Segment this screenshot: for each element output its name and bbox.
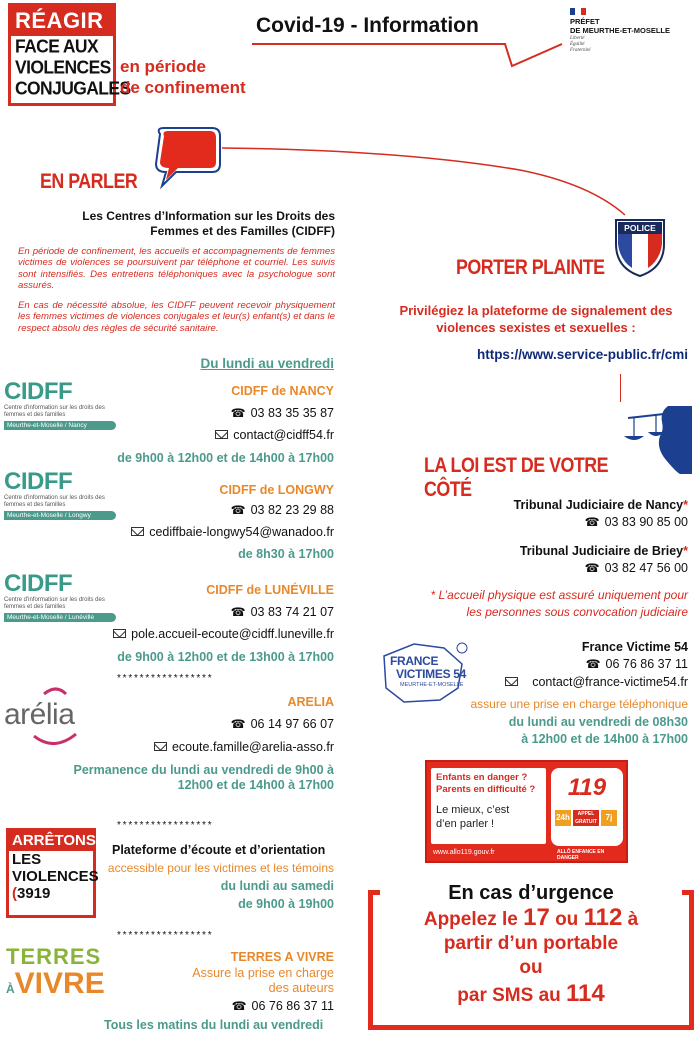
separator: * * * * * * * * * * * * * * * * * <box>117 930 212 941</box>
centre-hours: de 8h30 à 17h00 <box>238 547 334 561</box>
motto <box>570 36 695 54</box>
title-underline <box>250 38 570 70</box>
tribunal-name-text: Tribunal Judiciaire de Nancy <box>513 498 684 512</box>
tribunal-phone <box>585 561 688 575</box>
arelia-hours <box>74 763 335 793</box>
poster-line: Enfants en danger ? <box>436 772 528 783</box>
hours-line: 12h00 et de 14h00 à 17h00 <box>177 778 334 792</box>
logo-line: VICTIMES 54 <box>396 667 467 681</box>
cidff-longwy-logo <box>4 470 116 520</box>
reagir-logo <box>8 3 131 106</box>
desc-line: des auteurs <box>268 981 334 995</box>
cidff-nancy-logo <box>4 380 116 430</box>
note-line: * L’accueil physique est assuré uniquement pour <box>430 588 688 602</box>
cidff-paragraph-2: En cas de nécessité absolue, les CIDFF peuvent recevoir physiquement les femmes victimes de violences conjugales et leur(s) enfant(s) et dans le respect absolu des règles de sécurité sanitaire. <box>18 300 335 334</box>
phone-icon: ☎ <box>230 406 246 420</box>
plateforme-hours: de 9h00 à 19h00 <box>238 897 334 911</box>
text: ou <box>549 909 584 930</box>
arelia-phone <box>231 717 334 731</box>
logo-vivre: VIVRE <box>14 967 105 1000</box>
phone-number: 06 76 86 37 11 <box>251 999 334 1013</box>
logo-band: Meurthe-et-Moselle / Longwy <box>4 511 116 520</box>
plateforme-days: du lundi au samedi <box>220 879 334 893</box>
logo-line: TERRES <box>6 944 102 969</box>
mail-icon <box>505 677 518 686</box>
centre-name: CIDFF de LUNÉVILLE <box>206 583 334 597</box>
france-victimes-logo <box>374 638 486 708</box>
emergency-number: 112 <box>583 904 623 931</box>
mail-icon <box>131 527 144 536</box>
hours-line: du lundi au vendredi de 08h30 <box>508 715 688 729</box>
centre-phone <box>231 605 334 619</box>
phone-number: 03 82 23 29 88 <box>250 503 334 517</box>
arelia-logo-text: arélia <box>4 698 75 731</box>
urgence-title: En cas d’urgence <box>448 882 614 904</box>
centre-name: CIDFF de LONGWY <box>219 483 334 497</box>
phone-icon: ☎ <box>230 717 246 731</box>
logo-line: ARRÊTONS <box>9 831 93 851</box>
logo-small: Centre d'information sur les droits des femmes et des familles <box>4 405 105 418</box>
phone-c-icon: ( <box>12 885 17 902</box>
france-victime-email[interactable] <box>505 675 688 689</box>
logo-small: Centre d'information sur les droits des femmes et des familles <box>4 597 105 610</box>
plateforme-title: Plateforme d’écoute et d’orientation <box>112 843 326 857</box>
france-victime-line1: assure une prise en charge téléphonique <box>470 697 688 711</box>
poster-line: d’en parler ! <box>436 818 495 830</box>
email-address[interactable]: cediffbaie-longwy54@wanadoo.fr <box>149 525 334 539</box>
centre-email[interactable] <box>131 525 334 539</box>
plateforme-signalement-text <box>376 302 696 336</box>
plateforme-subtitle: accessible pour les victimes et les témoins <box>107 861 334 875</box>
phone-number: 06 76 86 37 11 <box>605 657 688 671</box>
desc-line: Assure la prise en charge <box>192 966 334 980</box>
poster-tag: APPEL GRATUIT <box>573 810 599 826</box>
poster-tag: 24h <box>555 810 571 826</box>
logo-small: Centre d'information sur les droits des femmes et des familles <box>4 495 105 508</box>
centre-email[interactable] <box>215 428 334 442</box>
poster-line: Le mieux, c’est <box>436 804 510 816</box>
text: par SMS au <box>457 985 567 1006</box>
tribunal-name-text: Tribunal Judiciaire de Briey <box>519 544 684 558</box>
text-line: Privilégiez la plateforme de signalement des <box>399 303 673 318</box>
logo-line: FRANCE <box>390 654 439 668</box>
badge-text: POLICE <box>624 223 656 233</box>
cidff-title-line: Femmes et des Familles (CIDFF) <box>150 224 335 238</box>
hours-line: à 12h00 et de 14h00 à 17h00 <box>521 732 688 746</box>
poster-footer: www.allo119.gouv.fr <box>433 849 495 856</box>
phone-icon: ☎ <box>584 561 600 575</box>
france-victime-phone <box>586 657 688 671</box>
centre-email[interactable] <box>113 627 334 641</box>
phone-number: 03 83 35 35 87 <box>250 406 334 420</box>
header-subtitle <box>120 56 246 98</box>
motto-line: Liberté <box>570 36 585 41</box>
arelia-email[interactable] <box>154 740 334 754</box>
prefet-line2: DE MEURTHE-ET-MOSELLE <box>570 26 671 35</box>
urgence-content <box>373 880 689 1010</box>
terres-desc <box>192 966 334 996</box>
email-address[interactable]: contact@cidff54.fr <box>233 428 334 442</box>
centre-phone <box>231 406 334 420</box>
logo-number-text: 3919 <box>17 885 51 902</box>
terres-hours: Tous les matins du lundi au vendredi <box>104 1018 324 1032</box>
prefet-line1: PRÉFET <box>570 17 600 26</box>
emergency-number: 17 <box>523 904 550 931</box>
urgence-line4 <box>373 980 689 1010</box>
en-parler-heading: EN PARLER <box>40 170 138 193</box>
poster-tag: 7j <box>601 810 617 826</box>
text: à <box>622 909 639 930</box>
subtitle-line: en période <box>120 57 206 76</box>
mail-icon <box>215 430 228 439</box>
motto-line: Fraternité <box>570 48 591 53</box>
cidff-title <box>40 209 335 239</box>
logo-line: LES <box>12 851 42 868</box>
text: Appelez le <box>423 909 524 930</box>
logo-line: FACE AUX <box>15 35 99 57</box>
centre-hours: de 9h00 à 12h00 et de 13h00 à 17h00 <box>117 650 334 664</box>
arelia-logo <box>4 682 94 752</box>
cidff-luneville-logo <box>4 572 116 622</box>
phone-number: 03 82 47 56 00 <box>604 561 688 575</box>
phone-number: 03 83 90 85 00 <box>604 515 688 529</box>
logo-band: Meurthe-et-Moselle / Lunéville <box>4 613 116 622</box>
page-title: Covid-19 - Information <box>256 14 479 37</box>
terres-a-vivre-logo <box>6 945 126 1007</box>
cidff-title-line: Les Centres d’Information sur les Droits des <box>82 209 335 223</box>
mail-icon <box>113 629 126 638</box>
logo-number <box>9 885 93 902</box>
terres-phone <box>232 999 334 1013</box>
logo-word: CIDFF <box>4 468 73 495</box>
urgence-line1 <box>373 906 689 932</box>
logo-band: Meurthe-et-Moselle / Nancy <box>4 421 116 430</box>
poster-line: Parents en difficulté ? <box>436 784 536 795</box>
signalement-link[interactable]: https://www.service-public.fr/cmi <box>476 347 688 362</box>
text-line: violences sexistes et sexuelles : <box>436 320 636 335</box>
asterisk: * <box>683 544 688 558</box>
tribunal-name <box>520 544 688 558</box>
porter-plainte-heading: PORTER PLAINTE <box>456 256 605 279</box>
loi-note <box>431 587 689 621</box>
allo-119-poster <box>425 760 628 863</box>
mail-icon <box>154 742 167 751</box>
logo-line: CONJUGALES <box>15 77 131 99</box>
note-line: les personnes sous convocation judiciaire <box>466 605 688 619</box>
subtitle-line: de confinement <box>120 78 246 97</box>
emergency-number: 114 <box>566 980 605 1007</box>
email-address[interactable]: ecoute.famille@arelia-asso.fr <box>171 740 334 754</box>
logo-word: CIDFF <box>4 378 73 405</box>
terres-name: TERRES A VIVRE <box>230 950 334 964</box>
phone-icon: ☎ <box>231 999 247 1013</box>
email-address[interactable]: pole.accueil-ecoute@cidff.luneville.fr <box>131 627 334 641</box>
logo-line: VIOLENCES <box>12 868 99 885</box>
arretons-logo <box>6 828 99 918</box>
logo-word: CIDFF <box>4 570 73 597</box>
logo-a: À <box>6 982 15 996</box>
urgence-line2: partir d’un portable <box>443 933 619 954</box>
email-address[interactable]: contact@france-victime54.fr <box>532 675 688 689</box>
divider-line <box>620 374 621 402</box>
separator: * * * * * * * * * * * * * * * * * <box>117 673 212 684</box>
france-victime-name: France Victime 54 <box>581 640 688 654</box>
centre-phone <box>231 503 334 517</box>
urgence-line3: ou <box>519 957 543 978</box>
phone-number: 06 14 97 66 07 <box>250 717 334 731</box>
phone-icon: ☎ <box>230 605 246 619</box>
separator: * * * * * * * * * * * * * * * * * <box>117 820 212 831</box>
motto-line: Égalité <box>570 42 585 47</box>
logo-line: VIOLENCES <box>15 56 111 78</box>
poster-number: 119 <box>567 774 607 801</box>
asterisk: * <box>683 498 688 512</box>
tribunal-name <box>514 498 688 512</box>
cidff-paragraph-1: En période de confinement, les accueils et accompagnements de femmes victimes de violences se poursuivent par téléphone et courriel. Les suivis sont intensifiés. Des entretiens téléphoniques avec la psychologue sont assurés. <box>18 246 335 292</box>
speech-bubble-icon <box>150 126 224 190</box>
tribunal-phone <box>585 515 688 529</box>
police-badge-icon <box>614 218 666 278</box>
phone-icon: ☎ <box>585 657 601 671</box>
phone-number: 03 83 74 21 07 <box>250 605 334 619</box>
phone-icon: ☎ <box>230 503 246 517</box>
france-victime-hours <box>509 714 688 748</box>
flag-icon <box>570 8 586 15</box>
hours-line: Permanence du lundi au vendredi de 9h00 à <box>73 763 334 777</box>
prefet-logo <box>570 8 695 54</box>
centre-name: CIDFF de NANCY <box>231 384 334 398</box>
logo-top: RÉAGIR <box>11 6 113 36</box>
cidff-days: Du lundi au vendredi <box>200 356 334 371</box>
arelia-name: ARELIA <box>287 695 334 709</box>
centre-hours: de 9h00 à 12h00 et de 14h00 à 17h00 <box>117 451 334 465</box>
la-loi-heading: LA LOI EST DE VOTRE CÔTÉ <box>424 454 609 501</box>
phone-icon: ☎ <box>584 515 600 529</box>
poster-footer: ALLÔ ENFANCE EN DANGER <box>557 849 605 861</box>
logo-line: MEURTHE-ET-MOSELLE <box>400 682 464 688</box>
